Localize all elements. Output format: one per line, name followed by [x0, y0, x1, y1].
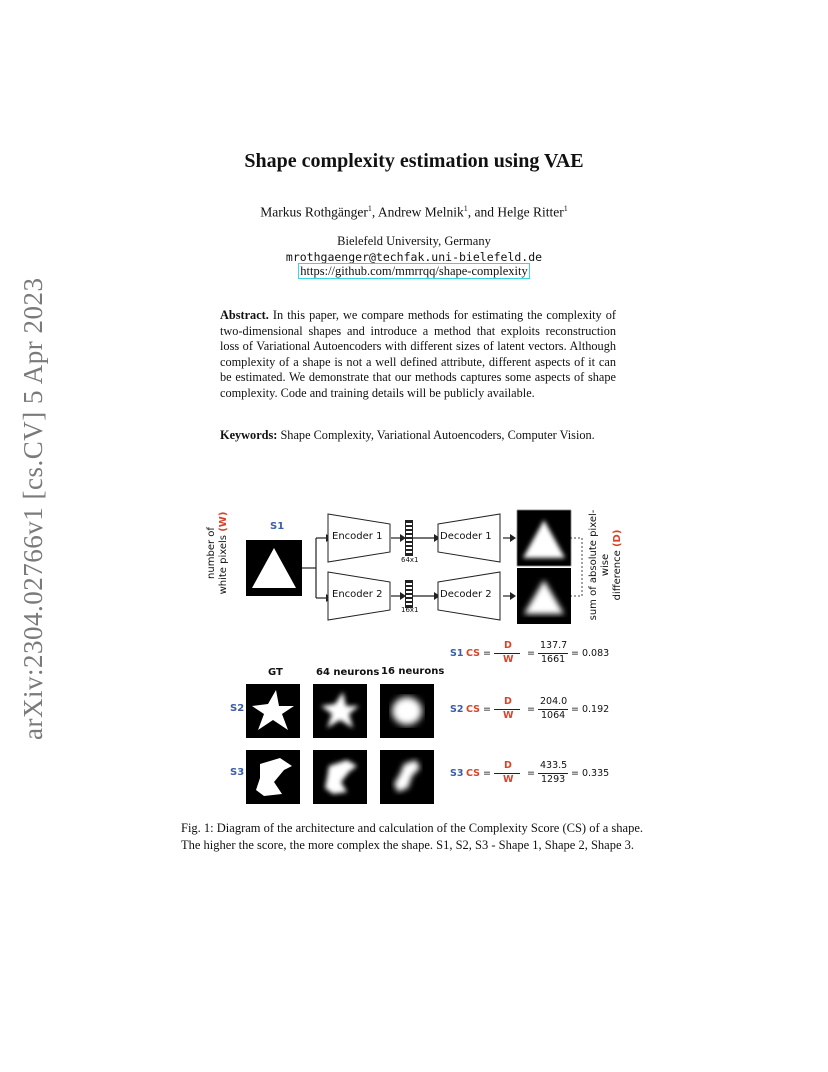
abstract-label: Abstract. [220, 308, 269, 322]
decoder-1-label: Decoder 1 [440, 531, 492, 542]
decoder-2-label: Decoder 2 [440, 589, 492, 600]
author-affil-mark: 1 [367, 204, 372, 213]
s2-16-image [380, 684, 434, 738]
author-joiner: , and [467, 204, 498, 220]
reconstruction-64 [517, 510, 571, 566]
github-link[interactable]: https://github.com/mmrrqq/shape-complexity [300, 264, 528, 278]
keywords-text: Shape Complexity, Variational Autoencoders, Computer Vision. [280, 428, 595, 442]
affiliation: Bielefeld University, Germany [337, 234, 491, 248]
abstract-text: In this paper, we compare methods for estimating the complexity of two-dimensional shapes and introduce a method that exploits reconstruction loss of Variational Autoencoders with different sizes of latent vectors. Although complexity of a shape is not a well defined attribute, different aspects of it can be estimated. We demonstrate that our methods captures some aspects of shape complexity. Code and training details will be publicly available. [220, 308, 617, 400]
cs-equation-s2: S2 CS = D W = 204.0 1064 = 0.192 [450, 696, 610, 721]
figure-caption: Fig. 1: Diagram of the architecture and calculation of the Complexity Score (CS) of a shape. The higher the score, the more complex the shape. S1, S2, S3 - Shape 1, Shape 2, Shape 3. [181, 821, 644, 852]
author-name: Andrew Melnik [377, 204, 464, 220]
s2-64-image [313, 684, 367, 738]
s1-label: S1 [270, 521, 285, 532]
s2-gt-image [246, 684, 300, 738]
email: mrothgaenger@techfak.uni-bielefeld.de [285, 250, 543, 264]
y-label-line2: white pixels (W) [218, 511, 229, 595]
latent-vector-16 [405, 580, 413, 608]
keywords-label: Keywords: [220, 428, 278, 442]
keywords [220, 428, 616, 444]
s3-16-image [380, 750, 434, 804]
arxiv-stamp: arXiv:2304.02766v1 [cs.CV] 5 Apr 2023 [18, 277, 48, 740]
cs-equation-s3: S3 CS = D W = 433.5 1293 = 0.335 [450, 760, 610, 785]
s3-label: S3 [230, 767, 245, 778]
d-label-line1: sum of absolute pixel-wise [588, 509, 611, 621]
d-axis-label [588, 500, 624, 630]
col-gt-label: GT [268, 667, 283, 678]
author-affil-mark: 1 [463, 204, 468, 213]
reconstruction-16 [517, 568, 571, 624]
cs-equation-s1: S1 CS = D W = 137.7 1661 = 0.083 [450, 640, 610, 665]
latent-vector-64 [405, 520, 413, 556]
encoder-2-label: Encoder 2 [332, 589, 383, 600]
s2-label: S2 [230, 703, 245, 714]
latent-64-label: 64x1 [401, 556, 419, 564]
col-16-label: 16 neurons [381, 666, 445, 677]
architecture-figure [206, 500, 650, 800]
author-affil-mark: 1 [563, 204, 568, 213]
author-name: Helge Ritter [497, 204, 564, 220]
connector-lines [210, 500, 650, 640]
col-64-label: 64 neurons [316, 667, 380, 678]
author-name: Markus Rothgänger [260, 204, 368, 220]
abstract [220, 308, 616, 402]
latent-16-label: 16x1 [401, 606, 419, 614]
y-label-line1: number of [206, 527, 217, 579]
paper-title: Shape complexity estimation using VAE [244, 150, 584, 172]
author-list: Markus Rothgänger$^1$, Andrew Melnik$^1$, and Helge Ritter$^1$ [260, 204, 568, 220]
d-label-line2: difference (D) [612, 529, 623, 601]
s3-64-image [313, 750, 367, 804]
s3-gt-image [246, 750, 300, 804]
encoder-1-label: Encoder 1 [332, 531, 383, 542]
link-row [0, 264, 828, 279]
